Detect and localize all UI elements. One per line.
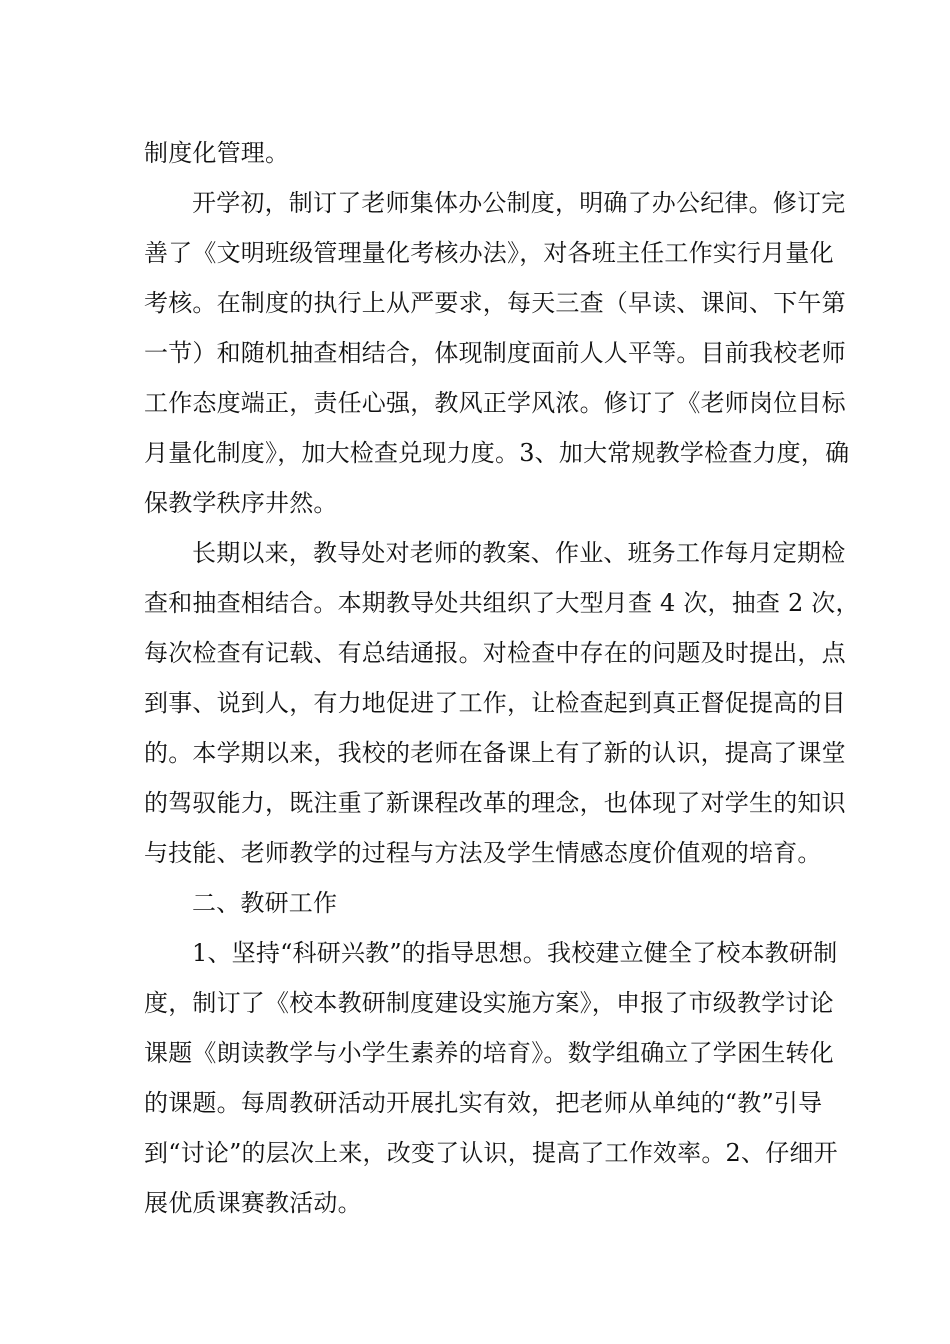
paragraph-inspection (144, 528, 860, 878)
text-line: 考核。在制度的执行上从严要求，每天三查（早读、课间、下午第 (144, 289, 846, 317)
text-line: 一节）和随机抽查相结合，体现制度面前人人平等。目前我校老师 (144, 339, 846, 367)
text-line: 开学初，制订了老师集体办公制度，明确了办公纪律。修订完 (192, 189, 846, 217)
text-line: 度，制订了《校本教研制度建设实施方案》，申报了市级教学讨论 (144, 989, 834, 1017)
paragraph-continuation (144, 128, 808, 178)
section-heading-text: 二、教研工作 (192, 889, 338, 917)
text-line: 保教学秩序井然。 (144, 489, 338, 517)
paragraph-research (144, 928, 838, 1228)
text-line: 长期以来，教导处对老师的教案、作业、班务工作每月定期检 (192, 539, 846, 567)
text-line: 的课题。每周教研活动开展扎实有效，把老师从单纯的“教”引导 (144, 1089, 823, 1117)
text-line: 1、坚持“科研兴教”的指导思想。我校建立健全了校本教研制 (192, 939, 838, 967)
text-line: 到“讨论”的层次上来，改变了认识，提高了工作效率。2、仔细开 (144, 1139, 838, 1167)
text-line: 展优质课赛教活动。 (144, 1189, 362, 1217)
text-line: 的。本学期以来，我校的老师在备课上有了新的认识，提高了课堂 (144, 739, 846, 767)
text-line: 善了《文明班级管理量化考核办法》，对各班主任工作实行月量化 (144, 239, 834, 267)
text-line: 制度化管理。 (144, 139, 290, 167)
section-heading (144, 878, 808, 928)
text-line: 课题《朗读教学与小学生素养的培育》。数学组确立了学困生转化 (144, 1039, 834, 1067)
document-body (144, 128, 860, 1228)
text-line: 到事、说到人，有力地促进了工作，让检查起到真正督促提高的目 (144, 689, 846, 717)
text-line: 工作态度端正，责任心强，教风正学风浓。修订了《老师岗位目标 (144, 389, 846, 417)
text-line: 查和抽查相结合。本期教导处共组织了大型月查 4 次，抽查 2 次， (144, 589, 860, 617)
paragraph-office-rules (144, 178, 850, 528)
text-line: 与技能、老师教学的过程与方法及学生情感态度价值观的培育。 (144, 839, 822, 867)
text-line: 月量化制度》，加大检查兑现力度。3、加大常规教学检查力度，确 (144, 439, 850, 467)
text-line: 的驾驭能力，既注重了新课程改革的理念，也体现了对学生的知识 (144, 789, 846, 817)
text-line: 每次检查有记载、有总结通报。对检查中存在的问题及时提出，点 (144, 639, 846, 667)
